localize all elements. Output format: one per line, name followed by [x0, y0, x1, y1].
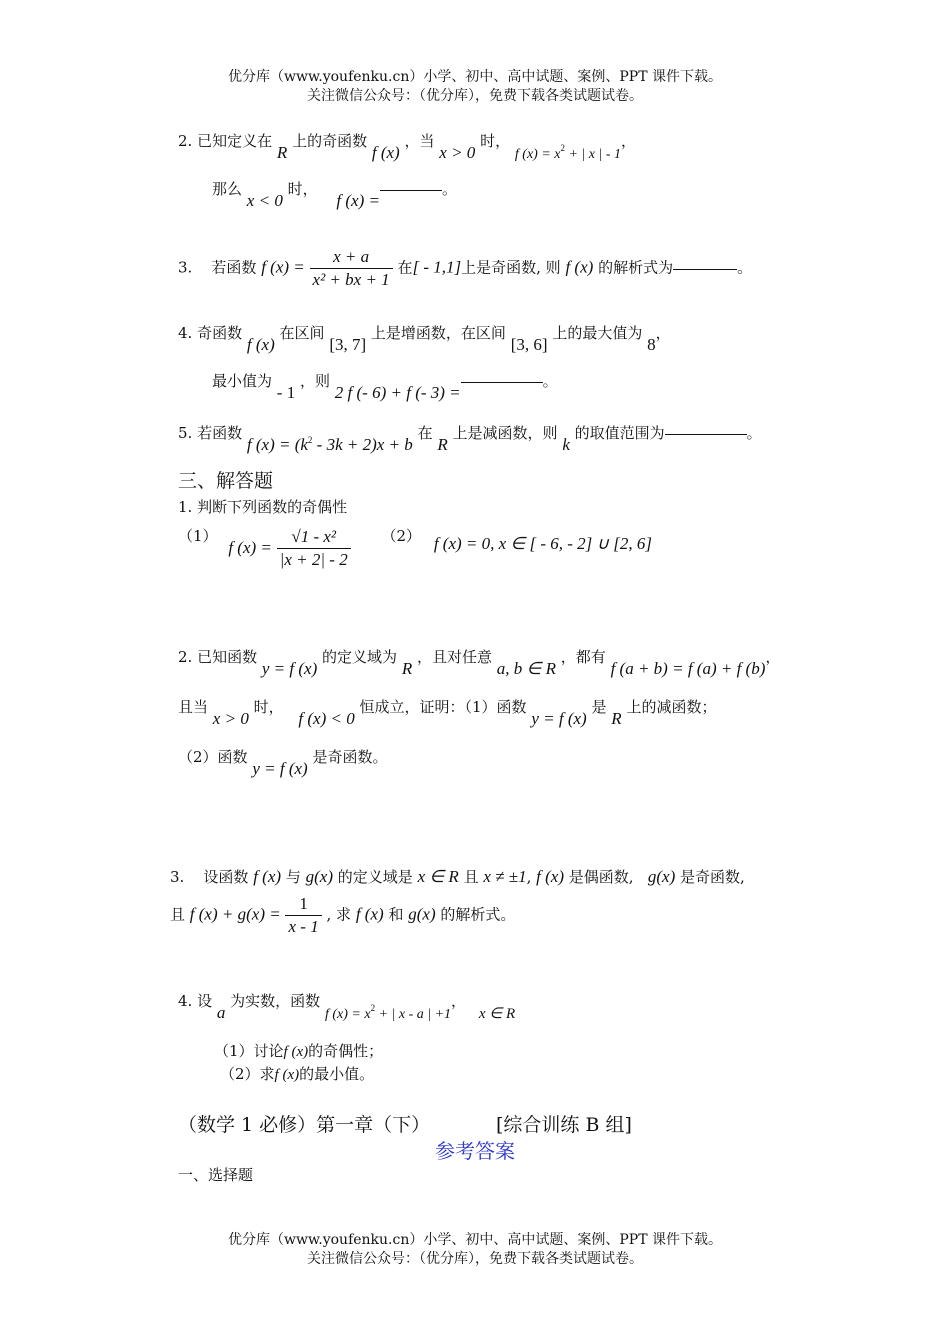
q2-line2 — [212, 178, 457, 210]
q4-text-3: 上是增函数，在区间 — [370, 324, 506, 342]
q2-expr-tail: + | x | - 1 — [568, 147, 622, 162]
footer-line-2: 关注微信公众号：（优分库），免费下载各类试题试卷。 — [307, 1251, 643, 1267]
q2-text-3: ，当 — [404, 132, 435, 150]
p2-y-3: y = f (x) — [252, 759, 308, 778]
p2-text-11: 是奇函数。 — [312, 748, 388, 766]
q4-answer-blank — [461, 382, 543, 383]
p2-inequality: f (x) < 0 — [298, 709, 355, 728]
q2-condition-2: x < 0 — [246, 191, 283, 210]
p3-lhs: f (x) + g(x) = — [189, 904, 281, 924]
p4-sub-1 — [214, 1040, 383, 1061]
p3-line2 — [170, 893, 515, 938]
p2-line2 — [178, 696, 717, 728]
p2-R-2: R — [611, 709, 622, 728]
p1-f1-fraction — [277, 526, 351, 571]
p4-text-1: 设 — [197, 992, 213, 1010]
p1-number: 1. — [178, 498, 193, 516]
p4-expr-sup: 2 — [370, 1003, 376, 1013]
q4-text-2: 在区间 — [279, 324, 325, 342]
p3-domain: x ∈ R — [417, 867, 459, 886]
q5-text-1: 若函数 — [197, 424, 243, 442]
p1-label-2: （2） — [381, 526, 422, 545]
q5-line — [178, 422, 762, 454]
p3-fx: f (x) — [253, 867, 282, 886]
p4-expr-head: f (x) = x — [324, 1007, 371, 1022]
q2-text-1: 已知定义在 — [197, 132, 273, 150]
p4-number: 4. — [178, 992, 193, 1010]
q2-number: 2. — [178, 132, 193, 150]
p3-text-4: 且 — [463, 868, 479, 886]
p2-y: y = f (x) — [261, 659, 318, 678]
p1-label-1: （1） — [178, 526, 218, 545]
p2-text-3: ，且对任意 — [417, 648, 493, 666]
p3-text-2: 与 — [285, 868, 301, 886]
q5-text-4: 的取值范围为 — [574, 424, 665, 442]
q2-fx: f (x) — [371, 143, 400, 162]
p2-text-7: 恒成立，证明：（1）函数 — [359, 698, 527, 716]
p3-gx-2: g(x) — [647, 867, 676, 886]
p3-text-5: , — [526, 868, 532, 886]
q2-text-6: 时， — [287, 180, 318, 198]
q3-fx: f (x) — [565, 257, 594, 277]
p3-gx: g(x) — [305, 867, 333, 886]
p3-line1 — [170, 866, 745, 887]
p3-text-6: 是偶函数, — [568, 868, 634, 886]
q2-answer-blank — [380, 190, 442, 191]
p2-equation: f (a + b) = f (a) + f (b) — [610, 659, 766, 678]
p3-fraction-denominator: x - 1 — [288, 917, 319, 936]
q4-expression: 2 f (- 6) + f (- 3) = — [334, 383, 461, 402]
p3-text-8: 且 — [170, 905, 186, 924]
q4-max-value: 8 — [647, 335, 656, 354]
q2-line1 — [178, 130, 637, 162]
q4-comma: ， — [655, 324, 671, 342]
q4-text-1: 奇函数 — [197, 324, 243, 342]
q3-text-1: 若函数 — [211, 258, 257, 277]
p4-sub1-tail: 的奇偶性； — [308, 1042, 384, 1060]
answer-section-1: 一、选择题 — [178, 1166, 254, 1184]
training-group: [综合训练 B 组] — [496, 1114, 632, 1136]
p2-text-4: ，都有 — [560, 648, 606, 666]
p1-f1-denominator: |x + 2| - 2 — [279, 550, 348, 569]
p3-gx-3: g(x) — [408, 904, 436, 924]
p4-a: a — [216, 1003, 226, 1022]
p3-text-7: 是奇函数, — [680, 868, 745, 886]
q2-text-5: 那么 — [212, 180, 243, 198]
p4-fx-1: f (x) — [283, 1044, 309, 1060]
p4-expr-tail: + | x - a | +1 — [378, 1007, 452, 1022]
q4-interval-1: [3, 7] — [329, 335, 367, 354]
q5-text-3: 上是减函数，则 — [452, 424, 558, 442]
p4-text-2: 为实数，函数 — [230, 992, 321, 1010]
q5-expr-head: f (x) = (k — [246, 435, 308, 454]
q4-number: 4. — [178, 324, 193, 342]
p3-text-10: 和 — [388, 905, 404, 924]
p1-f1-numerator: √1 - x² — [277, 526, 351, 549]
p3-fraction — [285, 893, 321, 938]
q4-interval-2: [3, 6] — [510, 335, 548, 354]
p4-sub2-text: （2）求 — [220, 1065, 275, 1083]
section-3-title: 三、解答题 — [178, 470, 274, 492]
q5-end: 。 — [746, 424, 762, 442]
p4-sub-2 — [220, 1063, 374, 1084]
q3-fraction-denominator: x² + bx + 1 — [312, 270, 390, 289]
p4-domain: x ∈ R — [478, 1006, 516, 1022]
p2-text-5: 且当 — [178, 698, 209, 716]
p4-expression — [324, 1003, 452, 1022]
p2-text-1: 已知函数 — [197, 648, 258, 666]
q3-interval: [ - 1,1] — [412, 257, 462, 277]
q5-expr-tail: - 3k + 2)x + b — [316, 435, 413, 454]
p2-text-6: 时， — [253, 698, 284, 716]
q2-fx-2: f (x) = — [336, 191, 380, 210]
q3-fraction-numerator: x + a — [310, 246, 393, 269]
header-line-2: 关注微信公众号：（优分库），免费下载各类试题试卷。 — [307, 88, 643, 104]
p3-number: 3. — [170, 868, 185, 886]
p2-condition: x > 0 — [212, 709, 249, 728]
footer-line-1: 优分库（www.youfenku.cn）小学、初中、高中试题、案例、PPT 课件下载。 — [227, 1232, 722, 1248]
p4-comma: ， — [451, 992, 467, 1010]
q2-condition: x > 0 — [439, 143, 476, 162]
q5-R: R — [437, 435, 448, 454]
q2-comma: ， — [621, 132, 637, 150]
p4-line1 — [178, 990, 516, 1022]
q3-text-2: 在 — [397, 258, 413, 277]
q3-line — [178, 246, 752, 291]
q3-lhs: f (x) = — [261, 257, 305, 277]
q5-expr-sup: 2 — [307, 435, 313, 445]
p2-text-8: 是 — [591, 698, 607, 716]
q5-answer-blank — [665, 434, 747, 435]
q4-fx: f (x) — [246, 335, 275, 354]
p3-text-11: 的解析式。 — [440, 905, 516, 924]
q4-text-4: 上的最大值为 — [552, 324, 643, 342]
chapter-title: （数学 1 必修）第一章（下） — [178, 1114, 431, 1136]
q2-text-4: 时， — [480, 132, 511, 150]
q4-line2 — [212, 370, 558, 402]
q5-number: 5. — [178, 424, 193, 442]
header-line-1: 优分库（www.youfenku.cn）小学、初中、高中试题、案例、PPT 课件下载。 — [227, 69, 722, 85]
q2-expression — [514, 143, 622, 162]
q2-expr-head: f (x) = x — [514, 147, 561, 162]
q2-end: 。 — [441, 180, 457, 198]
q3-text-3: 上是奇函数, 则 — [461, 258, 561, 277]
p4-sub2-tail: 的最小值。 — [299, 1065, 375, 1083]
p1-formulas — [178, 526, 652, 571]
q2-expr-sup: 2 — [560, 143, 565, 153]
p2-comma: ， — [765, 648, 781, 666]
p3-fraction-numerator: 1 — [285, 893, 321, 916]
q3-text-4: 的解析式为 — [598, 258, 674, 277]
p2-line3 — [178, 746, 388, 778]
p2-ab: a, b ∈ R — [496, 659, 556, 678]
q3-answer-blank — [673, 269, 737, 270]
p1-text: 判断下列函数的奇偶性 — [197, 498, 348, 516]
p1-f2: f (x) = 0, x ∈ [ - 6, - 2] ∪ [2, 6] — [433, 533, 652, 553]
q3-fraction — [310, 246, 393, 291]
q4-line1 — [178, 322, 671, 354]
q5-text-2: 在 — [417, 424, 433, 442]
p3-text-1: 设函数 — [203, 868, 249, 886]
q5-k: k — [562, 435, 570, 454]
q4-text-5: 最小值为 — [212, 372, 273, 390]
p2-R: R — [401, 659, 413, 678]
p1-f1-lhs: f (x) = — [228, 537, 272, 557]
p2-text-2: 的定义域为 — [322, 648, 398, 666]
p3-fx-3: f (x) — [355, 904, 384, 924]
q3-end: 。 — [737, 258, 753, 277]
q4-end: 。 — [542, 372, 558, 390]
q2-R: R — [276, 143, 288, 162]
p1-heading — [178, 496, 347, 517]
answer-key-heading: 参考答案 — [435, 1139, 515, 1163]
p4-fx-2: f (x) — [274, 1067, 300, 1083]
p2-text-9: 上的减函数； — [626, 698, 717, 716]
p4-sub1-text: （1）讨论 — [214, 1042, 284, 1060]
p2-number: 2. — [178, 648, 193, 666]
p2-text-10: （2）函数 — [178, 748, 248, 766]
q4-text-6: ，则 — [300, 372, 331, 390]
p2-y-2: y = f (x) — [531, 709, 587, 728]
q3-number: 3. — [178, 258, 193, 277]
p3-text-3: 的定义域是 — [337, 868, 413, 886]
q4-min-value: - 1 — [276, 383, 296, 402]
p2-line1 — [178, 646, 781, 678]
q2-text-2: 上的奇函数 — [292, 132, 368, 150]
p3-text-9: , 求 — [326, 905, 352, 924]
p3-fx-2: f (x) — [536, 867, 565, 886]
p3-not-equal: x ≠ ±1 — [483, 867, 527, 886]
q5-expression — [247, 435, 413, 454]
